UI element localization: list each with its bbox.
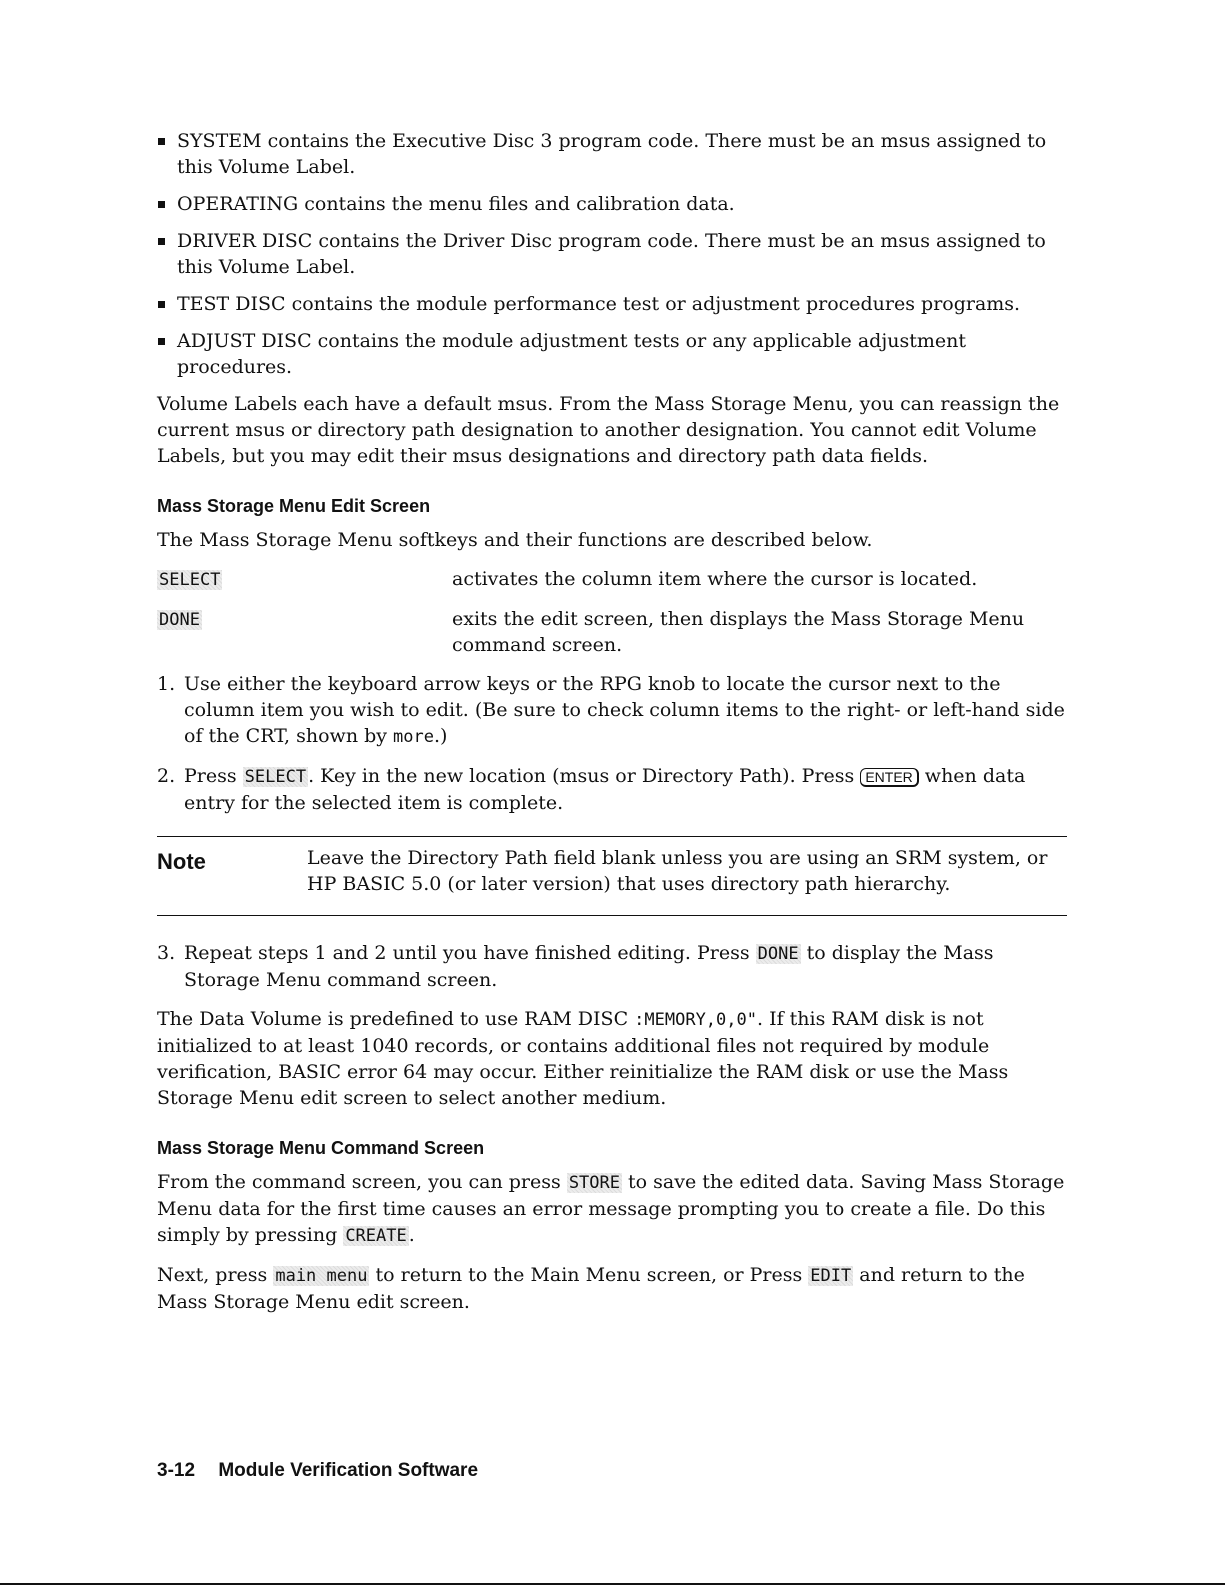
done-softkey: DONE — [159, 610, 200, 630]
paragraph-text: . — [408, 1224, 415, 1246]
enter-hardkey: ENTER — [860, 768, 918, 787]
paragraph-text: to save the edited data. Saving Mass Storage Menu data for the first time causes an error message prompting you to create a file. Do this simply by pressing — [157, 1171, 1065, 1246]
list-item: TEST DISC contains the module performance test or adjustment procedures programs. — [157, 291, 1067, 317]
data-volume-paragraph — [157, 1006, 1067, 1111]
create-softkey: CREATE — [345, 1226, 407, 1246]
next-paragraph — [157, 1262, 1067, 1315]
main-menu-softkey: main menu — [275, 1266, 368, 1286]
footer-section-title: Module Verification Software — [218, 1460, 479, 1481]
edit-steps-continued — [157, 940, 1067, 993]
command-screen-paragraph — [157, 1169, 1067, 1249]
note-text: Leave the Directory Path field blank unless you are using an SRM system, or HP BASIC 5.0 (or later version) that uses directory path hierarchy. — [307, 847, 1048, 895]
softkey-definitions — [157, 566, 1067, 658]
page-number: 3-12 — [157, 1460, 196, 1481]
paragraph-text: The Data Volume is predefined to use RAM DISC — [157, 1008, 635, 1030]
page-footer — [157, 1458, 478, 1484]
softkey-definition-row — [157, 606, 1067, 658]
step-1 — [157, 671, 1067, 750]
paragraph-text: to return to the Main Menu screen, or Press — [369, 1264, 809, 1286]
paragraph-text: . If this RAM disk is not initialized to at least 1040 records, or contains additional files not required by module verification, BASIC error 64 may occur. Either reinitialize the RAM disk or use the Mass Storage Menu edit screen to select another medium. — [157, 1008, 1009, 1109]
step-number: 2. — [157, 765, 176, 787]
edit-screen-heading: Mass Storage Menu Edit Screen — [157, 496, 431, 516]
more-indicator: more — [393, 727, 434, 747]
done-softkey: DONE — [757, 944, 799, 964]
select-softkey: SELECT — [244, 767, 307, 787]
edit-steps — [157, 671, 1067, 816]
note-box — [157, 836, 1067, 916]
softkey-description: activates the column item where the cursor is located. — [452, 568, 978, 590]
command-screen-heading: Mass Storage Menu Command Screen — [157, 1138, 485, 1158]
step-text: Use either the keyboard arrow keys or the RPG knob to locate the cursor next to the column item you wish to edit. (Be sure to check column items to the right- or left-hand side of the CRT, shown by — [184, 673, 1065, 747]
paragraph-text: From the command screen, you can press — [157, 1171, 567, 1193]
paragraph-text: and return to the Mass Storage Menu edit screen. — [157, 1264, 1025, 1313]
note-label: Note — [157, 849, 206, 874]
volume-label-list — [157, 128, 1067, 380]
ram-disc-msus: :MEMORY,0,0" — [634, 1010, 757, 1030]
softkey-description: exits the edit screen, then displays the Mass Storage Menu command screen. — [452, 608, 1025, 656]
step-text: Press — [184, 765, 243, 787]
list-item: OPERATING contains the menu files and calibration data. — [157, 191, 1067, 217]
list-item: ADJUST DISC contains the module adjustment tests or any applicable adjustment procedures. — [157, 328, 1067, 380]
document-page — [157, 128, 1067, 1328]
list-item: SYSTEM contains the Executive Disc 3 program code. There must be an msus assigned to this Volume Label. — [157, 128, 1067, 180]
step-text: .) — [434, 725, 448, 747]
step-text: . Key in the new location (msus or Directory Path). Press — [308, 765, 861, 787]
step-number: 1. — [157, 673, 176, 695]
volume-labels-paragraph: Volume Labels each have a default msus. From the Mass Storage Menu, you can reassign the current msus or directory path designation to another designation. You cannot edit Volume Labels, but you may edit their msus designations and directory path data fields. — [157, 393, 1060, 467]
edit-softkey: EDIT — [810, 1266, 852, 1286]
step-number: 3. — [157, 942, 176, 964]
select-softkey: SELECT — [159, 570, 221, 590]
step-3 — [157, 940, 1067, 993]
softkeys-intro-paragraph: The Mass Storage Menu softkeys and their functions are described below. — [157, 529, 873, 551]
step-2 — [157, 763, 1067, 816]
paragraph-text: Next, press — [157, 1264, 274, 1286]
list-item: DRIVER DISC contains the Driver Disc program code. There must be an msus assigned to this Volume Label. — [157, 228, 1067, 280]
step-text: Repeat steps 1 and 2 until you have finished editing. Press — [184, 942, 756, 964]
store-softkey: STORE — [568, 1173, 620, 1193]
step-text: when data entry for the selected item is complete. — [184, 765, 1026, 814]
step-text: to display the Mass Storage Menu command screen. — [184, 942, 994, 991]
softkey-definition-row — [157, 566, 1067, 593]
